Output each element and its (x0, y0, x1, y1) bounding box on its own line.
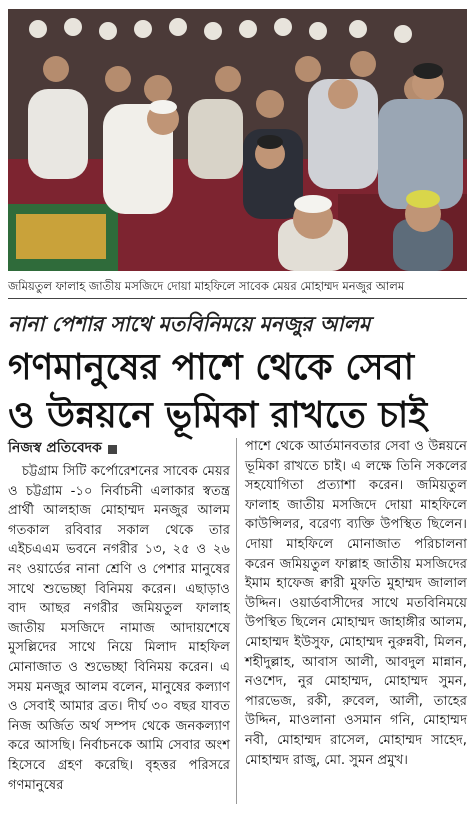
article-column-left (8, 436, 230, 795)
square-bullet-icon (108, 445, 117, 454)
column-divider (236, 438, 237, 804)
article-kicker: নানা পেশার সাথে মতবিনিময়ে মনজুর আলম (8, 312, 371, 336)
article-headline (8, 344, 467, 440)
caption-divider (8, 298, 467, 299)
article-body-col2: পাশে থেকে আর্তমানবতার সেবা ও উন্নয়নে ভূমিকা রাখতে চাই। এ লক্ষে তিনি সকলের সহযোগিতা প্রত্যাশা করেন। জমিয়তুল ফালাহ জাতীয় মসজিদে দোয়া মাহফিলে কাউন্সিলর, বরেণ্য ব্যক্তি উপস্থিত ছিলেন। দোয়া মাহফিলে মোনাজাত পরিচালনা করেন জমিয়তুল ফাল্লাহ জাতীয় মসজিদের ইমাম হাফেজ ক্বারী মুফতি মুহাম্মদ জালাল উদ্দিন। ওয়ার্ডবাসীদের সাথে মতবিনিময়ে উপস্থিত ছিলেন মোহাম্মদ জাহাঙ্গীর আলম, মোহাম্মদ ইউসুফ, মোহাম্মদ নুরুন্নবী, মিলন, শহীদুল্লাহ, আবাস আলী, আবদুল মান্নান, নওশেদ, নুর মোহাম্মদ, মোহাম্মদ সুমন, পারভেজ, রকী, রুবেল, আলী, তাহের উদ্দিন, মাওলানা ওসমান গনি, মোহাম্মদ নবী, মোহাম্মদ রাসেল, মোহাম্মদ সাহেদ, মোহাম্মদ রাজু, মো. সুমন প্রমুখ। (245, 439, 467, 768)
headline-line-1: গণমানুষের পাশে থেকে সেবা (8, 347, 415, 388)
news-photo (8, 9, 467, 271)
byline-text: নিজস্ব প্রতিবেদক (8, 440, 102, 457)
headline-line-2: ও উন্নয়নে ভূমিকা রাখতে চাই (8, 395, 428, 436)
article-body-col1: চট্টগ্রাম সিটি কর্পোরেশনের সাবেক মেয়র ও চট্টগ্রাম -১০ নির্বাচনী এলাকার স্বতন্ত্র প্রার্থী আলহাজ মোহাম্মদ মনজুর আলম গতকাল রবিবার সকাল থেকে তার এইচএএম ভবনে নগরীর ১৩, ২৫ ও ২৬ নং ওয়ার্ডের নানা শ্রেণি ও পেশার মানুষের সাথে শুভেচ্ছা বিনিময় করেন। এছাড়াও বাদ আছর নগরীর জমিয়তুল ফালাহ জাতীয় মসজিদে নামাজ আদায়শেষে মুসল্লিদের সাথে নিয়ে মিলাদ মাহফিল মোনাজাত ও শুভেচ্ছা বিনিময় করেন। এ সময় মনজুর আলম বলেন, মানুষের কল্যাণ ও সেবাই আমার ব্রত। দীর্ঘ ৩০ বছর যাবত নিজ অর্জিত অর্থ সম্পদ থেকে জনকল্যাণ করে আসছি। নির্বাচনকে আমি সেবার অংশ হিসেবে গ্রহণ করেছি। বৃহত্তর পরিসরে গণমানুষের (8, 464, 230, 793)
byline (8, 436, 230, 462)
article-column-right (245, 437, 467, 770)
photo-caption: জমিয়তুল ফালাহ জাতীয় মসজিদে দোয়া মাহফিলে সাবেক মেয়র মোহাম্মদ মনজুর আলম (8, 279, 405, 293)
photo-crowd-illustration (8, 9, 467, 271)
